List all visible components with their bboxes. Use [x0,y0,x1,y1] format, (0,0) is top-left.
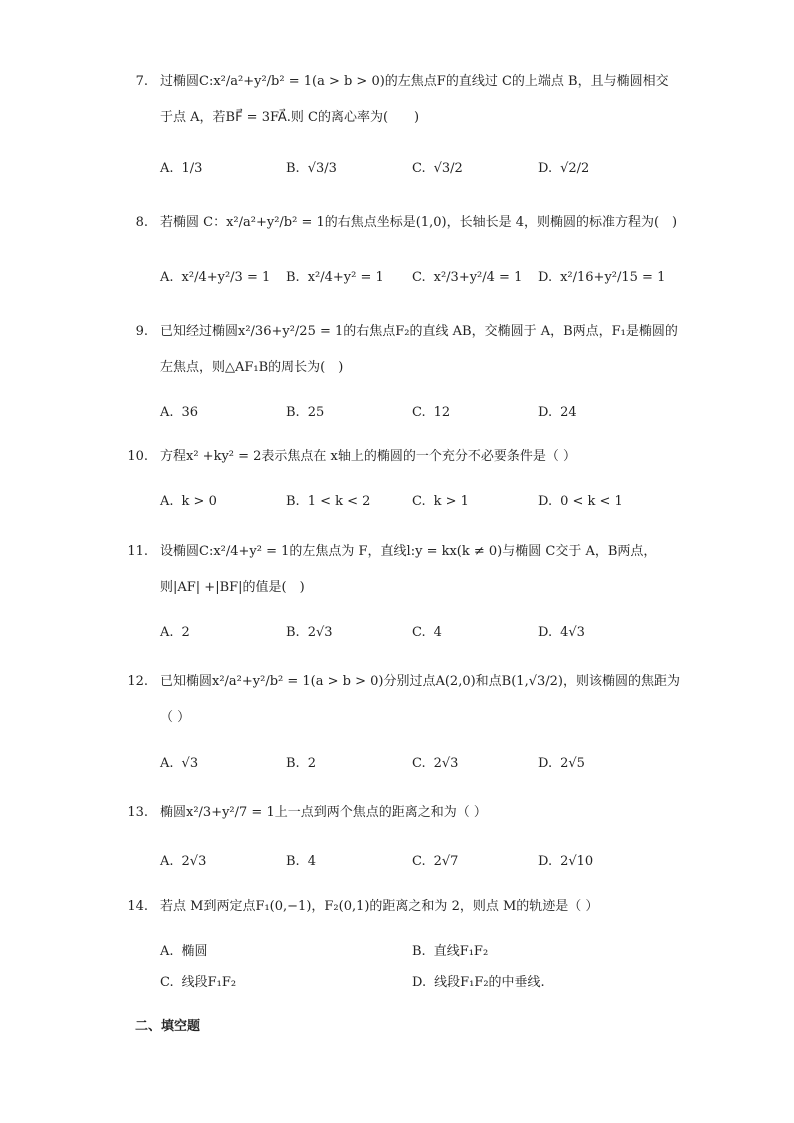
option-b: B. 25 [286,405,325,420]
option-d: D. 4√3 [538,625,585,640]
option-c: C. k > 1 [412,494,469,509]
option-a: A. 1/3 [160,161,203,176]
question-text-cont: 则|AF| +|BF|的值是( ) [160,580,305,595]
question-text: 已知椭圆x²/a²+y²/b² = 1(a > b > 0)分别过点A(2,0)和点B(1,√3/2)，则该椭圆的焦距为 [160,674,680,689]
option-d: D. 24 [538,405,577,420]
option-b: B. 2 [286,756,316,771]
question-text-cont: （ ） [160,710,191,725]
option-a: A. x²/4+y²/3 = 1 [160,270,271,285]
question-text-cont: 左焦点，则△AF₁B的周长为( ) [160,360,344,375]
option-c: C. 线段F₁F₂ [160,975,237,990]
option-b: B. x²/4+y² = 1 [286,270,384,285]
option-d: D. x²/16+y²/15 = 1 [538,270,666,285]
question-number: 13. [127,805,148,820]
option-d: D. 0 < k < 1 [538,494,623,509]
option-b: B. √3/3 [286,161,337,176]
question-text: 方程x² +ky² = 2表示焦点在 x轴上的椭圆的一个充分不必要条件是（ ） [160,449,577,464]
question-text: 若椭圆 C：x²/a²+y²/b² = 1的右焦点坐标是(1,0)，长轴长是 4，则椭圆的标准方程为( ) [160,215,678,230]
option-a: A. 2√3 [160,854,207,869]
option-b: B. 4 [286,854,316,869]
question-number: 7. [135,74,148,89]
option-b: B. 1 < k < 2 [286,494,371,509]
option-c: C. 2√3 [412,756,459,771]
option-a: A. 36 [160,405,199,420]
question-number: 8. [135,215,148,230]
option-d: D. 2√10 [538,854,594,869]
question-text: 若点 M到两定点F₁(0,−1)，F₂(0,1)的距离之和为 2，则点 M的轨迹是（ ） [160,899,599,914]
question-number: 10. [127,449,148,464]
question-text-cont: 于点 A，若BF⃗ = 3FA⃗.则 C的离心率为( ) [160,110,420,125]
option-c: C. √3/2 [412,161,463,176]
option-a: A. √3 [160,756,199,771]
question-number: 11. [127,544,148,559]
question-number: 12. [127,674,148,689]
option-d: D. √2/2 [538,161,590,176]
option-c: C. 2√7 [412,854,459,869]
option-b: B. 2√3 [286,625,333,640]
question-text: 设椭圆C:x²/4+y² = 1的左焦点为 F，直线l:y = kx(k ≠ 0)与椭圆 C交于 A，B两点， [160,544,657,559]
option-a: A. 2 [160,625,190,640]
option-b: B. 直线F₁F₂ [412,944,489,959]
question-text: 过椭圆C:x²/a²+y²/b² = 1(a > b > 0)的左焦点F的直线过 C的上端点 B，且与椭圆相交 [160,74,669,89]
option-c: C. x²/3+y²/4 = 1 [412,270,523,285]
question-number: 14. [127,899,148,914]
question-text: 椭圆x²/3+y²/7 = 1上一点到两个焦点的距离之和为（ ） [160,805,487,820]
option-a: A. k > 0 [160,494,217,509]
option-a: A. 椭圆 [160,944,208,959]
option-c: C. 12 [412,405,451,420]
question-number: 9. [135,324,148,339]
option-d: D. 2√5 [538,756,585,771]
section-title: 二、填空题 [135,1019,201,1034]
question-text: 已知经过椭圆x²/36+y²/25 = 1的右焦点F₂的直线 AB，交椭圆于 A，B两点，F₁是椭圆的 [160,324,678,339]
option-d: D. 线段F₁F₂的中垂线. [412,975,545,990]
option-c: C. 4 [412,625,442,640]
